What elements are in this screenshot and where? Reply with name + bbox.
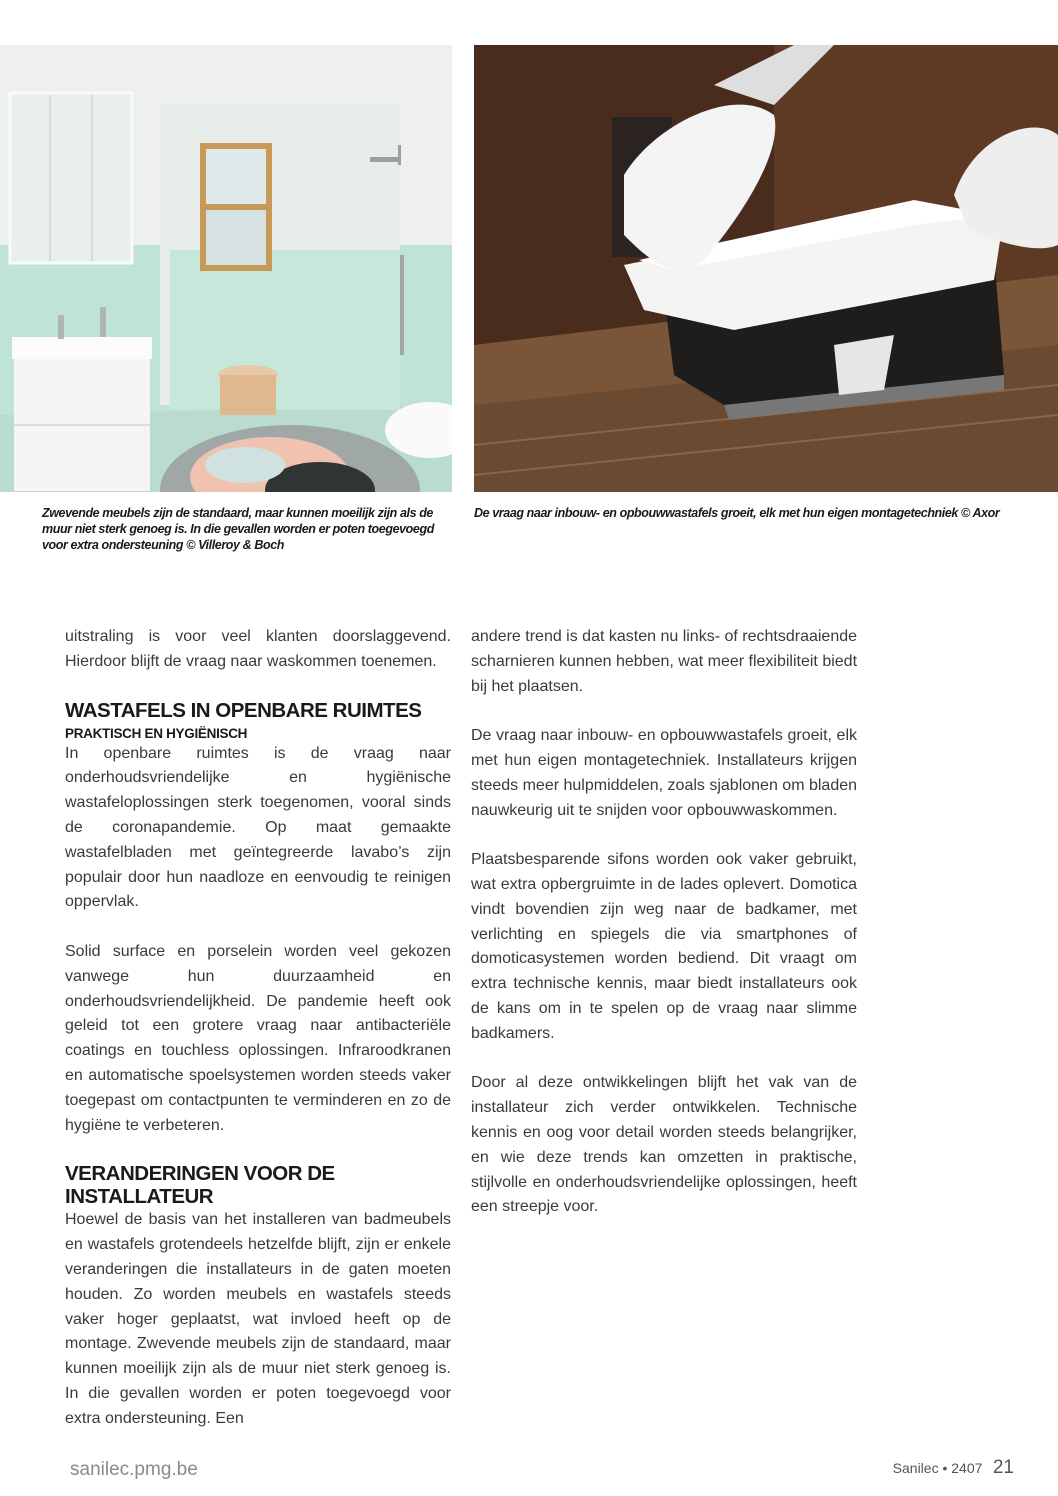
paragraph-installer-changes: Hoewel de basis van het installeren van badmeubels en wastafels grotendeels hetzelfde blijft, zijn er enkele veranderingen die installateurs in de gaten moeten houden. Zo worden meubels en wastafels steeds vaker hoger geplaatst, wat invloed heeft op de montage. Zwevende meubels zijn de standaard, maar kunnen moeilijk zijn als de muur niet sterk genoeg is. In die gevallen worden er poten toegevoegd voor extra ondersteuning. Een xyxy=(65,1211,451,1427)
bathroom-vanity-photo xyxy=(0,45,452,492)
paragraph-siphons-domotics: Plaatsbesparende sifons worden ook vaker gebruikt, wat extra opbergruimte in de lades oplevert. Domotica vindt bovendien zijn weg naar de badkamer, met verlichting en spiegels die via smartphones of domoticasystemen worden bediend. Dit vraagt om extra technische kennis, maar biedt installateurs ook de kans om in te spelen op de vraag naar slimme badkamers. xyxy=(471,851,857,1042)
paragraph-materials: Solid surface en porselein worden veel gekozen vanwege hun duurzaamheid en onderhoudsvriendelijkheid. De pandemie heeft ook geleid tot een grotere vraag naar antibacteriële coatings en touchless oplossingen. Infraroodkranen en automatische spoelsystemen worden steeds vaker toegepast om contactpunten te verminderen en zo de hygiëne te verbeteren. xyxy=(65,942,451,1134)
intro-paragraph: uitstraling is voor veel klanten doorslaggevend. Hierdoor blijft de vraag naar waskommen toenemen. xyxy=(65,628,451,670)
paragraph-basins: De vraag naar inbouw- en opbouwwastafels groeit, elk met hun eigen montagetechniek. Installateurs krijgen steeds meer hulpmiddelen, zoals sjablonen om bladen nauwkeurig uit te snijden voor opbouwwaskommen. xyxy=(471,727,858,819)
footer-publication: Sanilec • 2407 xyxy=(892,1460,983,1476)
article-column-left xyxy=(65,625,451,1432)
section-subheading-hygiene: PRAKTISCH EN HYGIËNISCH xyxy=(65,725,248,741)
paragraph-conclusion: Door al deze ontwikkelingen blijft het vak van de installateur zich verder ontwikkelen. Technische kennis en oog voor detail worden steeds belangrijker, en wie deze trends kan omzetten in praktische, stijlvolle en onderhoudsvriendelijke oplossingen, heeft een streepje voor. xyxy=(471,1074,857,1216)
washbasin-installation-photo xyxy=(474,45,1058,492)
photo-caption-right: De vraag naar inbouw- en opbouwwastafels groeit, elk met hun eigen montagetechniek © Axor xyxy=(474,506,1000,520)
photo-caption-left: Zwevende meubels zijn de standaard, maar kunnen moeilijk zijn als de muur niet sterk genoeg is. In die gevallen worden er poten toegevoegd voor extra ondersteuning © Villeroy & Boch xyxy=(42,506,434,552)
footer-page-info xyxy=(893,1457,1014,1479)
article-column-right xyxy=(471,625,857,1220)
page-number: 21 xyxy=(992,1457,1014,1478)
section-heading-public-spaces: WASTAFELS IN OPENBARE RUIMTES xyxy=(65,698,422,722)
paragraph-installer-changes-continued: andere trend is dat kasten nu links- of rechtsdraaiende scharnieren kunnen hebben, wat meer flexibiliteit biedt bij het plaatsen. xyxy=(471,628,858,695)
footer-website-url: sanilec.pmg.be xyxy=(70,1459,198,1480)
paragraph-public-spaces: In openbare ruimtes is de vraag naar onderhoudsvriendelijke en hygiënische wastafeloplossingen sterk toegenomen, vooral sinds de coronapandemie. Op maat gemaakte wastafelbladen met geïntegreerde lavabo’s zijn populair door hun naadloze en eenvoudig te reinigen oppervlak. xyxy=(65,744,451,911)
section-heading-installer: VERANDERINGEN VOOR DE INSTALLATEUR xyxy=(65,1162,335,1209)
